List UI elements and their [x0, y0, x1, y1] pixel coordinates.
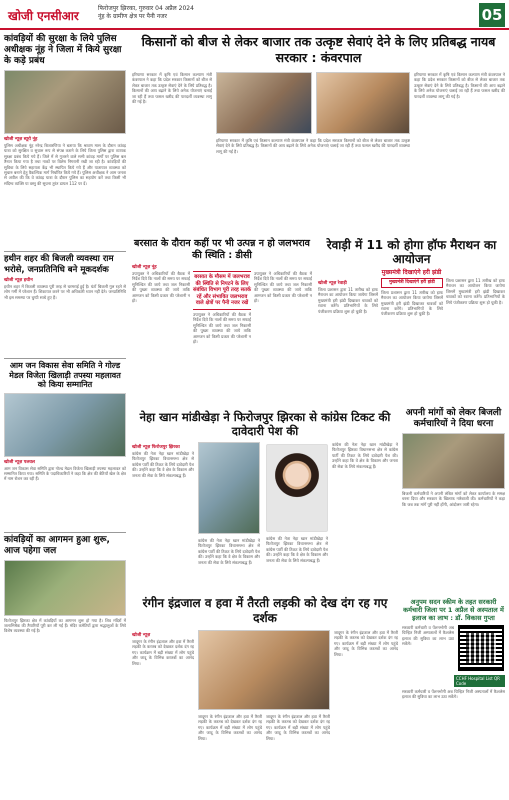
- story1-body: पुलिस अधीक्षक नूंह नरेन्द्र बिजारणिया ने बताया कि श्रावण मास के दौरान कांवड़ यात्रा को सुरक्षित व सुचारु रूप से संपन्न कराने के लिये जिला पुलिस द्वारा व्यापक सुरक्षा प्रबंध किये गये हैं। जिले में से गुजरने वाले सभी कांवड़ मार्गों पर पुलिस बल तैनात किया गया है तथा नाकों पर विशेष निगरानी रखी जा रही है। कांवड़ियों की सुविधा के लिये सहायता केंद्र भी स्थापित किये गये हैं और यातायात व्यवस्था को सुचारु बनाने हेतु वैकल्पिक मार्ग निर्धारित किये गये हैं। पुलिस अधीक्षक ने आम जनता से अपील की कि वे कांवड़ यात्रा के दौरान पुलिस का सहयोग करें तथा किसी भी संदिग्ध व्यक्ति या वस्तु की सूचना तुरंत डायल 112 पर दें।: [4, 143, 126, 186]
- lead-photo-2: [316, 72, 410, 134]
- divider: [4, 532, 126, 533]
- story2-byline: खोजी न्यूज़ हथीन: [4, 278, 33, 283]
- page-number: 05: [479, 3, 505, 27]
- lead-body-3: हरियाणा सरकार में कृषि एवं किसान कल्याण मंत्री कंवरपाल ने कहा कि प्रदेश सरकार किसानों को बीज से लेकर बाजार तक उत्कृष्ट सेवाएं देने के लिये प्रतिबद्ध है। किसानों की आय बढ़ाने के लिये अनेक योजनाएं चलाई जा रही हैं तथा फसल खरीद की पारदर्शी व्यवस्था लागू की गई है।: [414, 72, 505, 99]
- qr-code-icon: [458, 625, 504, 671]
- cchf-story: [402, 598, 505, 783]
- rangin-body-1: जादूगर के रंगीन इंद्रजाल और हवा में तैरती लड़की के करतब को देखकर दर्शक दंग रह गए। कार्यक्रम में बड़ी संख्या में लोग पहुंचे और जादू के विभिन्न करतबों का आनंद लिया।: [132, 639, 194, 666]
- neha-story: [132, 410, 398, 587]
- dc-story: [132, 238, 312, 409]
- story4-photo: [4, 560, 126, 616]
- rewari-subhead: मुख्यमंत्री दिखाएंगे हरी झंडी: [381, 269, 442, 276]
- story3-body: आम जन विकास सेवा समिति द्वारा गोल्ड मेडल विजेता खिलाड़ी तपस्या महलावत को सम्मानित किया गया। समिति के पदाधिकारियों ने कहा कि क्षेत्र की बेटियाँ खेल के क्षेत्र में नाम रोशन कर रही हैं।: [4, 465, 126, 482]
- neha-body-3: कांग्रेस की नेता नेहा खान मांडीखेड़ा ने फिरोजपुर झिरका विधानसभा क्षेत्र से कांग्रेस पार्टी की टिकट के लिये दावेदारी पेश की। उन्होंने कहा कि वे क्षेत्र के विकास और जनता की सेवा के लिये संकल्पबद्ध हैं।: [266, 536, 328, 563]
- rewari-byline: खोजी न्यूज़ रेवाड़ी: [318, 281, 347, 286]
- lead-photo-1: [216, 72, 312, 134]
- dc-pull-quote: बरसात के मौसम में जलभराव की स्थिति से निपटने के लिए संबंधित विभाग पूरी तरह सतर्क रहें और संभावित जलभराव वाले क्षेत्रों पर पैनी नजर रखें: [193, 271, 251, 310]
- masthead: [0, 0, 509, 30]
- dc-body-1: उपायुक्त ने अधिकारियों की बैठक में निर्देश दिये कि नालों की समय पर सफाई सुनिश्चित की जाये तथा जल निकासी की पुख्ता व्यवस्था की जाये ताकि आमजन को किसी प्रकार की परेशानी न हो।: [132, 271, 190, 304]
- neha-body-1: कांग्रेस की नेता नेहा खान मांडीखेड़ा ने फिरोजपुर झिरका विधानसभा क्षेत्र से कांग्रेस पार्टी की टिकट के लिये दावेदारी पेश की। उन्होंने कहा कि वे क्षेत्र के विकास और जनता की सेवा के लिये संकल्पबद्ध हैं।: [132, 451, 194, 478]
- story1-photo: [4, 70, 126, 134]
- bijli-headline: अपनी मांगों को लेकर बिजली कर्मचारियों ने दिया धरना: [405, 408, 502, 429]
- dc-body-3: उपायुक्त ने अधिकारियों की बैठक में निर्देश दिये कि नालों की समय पर सफाई सुनिश्चित की जाये तथा जल निकासी की पुख्ता व्यवस्था की जाये ताकि आमजन को किसी प्रकार की परेशानी न हो।: [254, 271, 312, 304]
- qr-label: CCHF Hospital List QR Code: [454, 675, 505, 687]
- rangin-photo: [198, 630, 330, 710]
- rangin-byline: खोजी न्यूज़: [132, 633, 151, 638]
- story2-headline: हथीन शहर की बिजली व्यवस्था राम भरोसे, जनप्रतिनिधि बने मूकदर्शक: [4, 254, 114, 275]
- neha-byline: खोजी न्यूज़ फिरोजपुर झिरका: [132, 445, 180, 450]
- dc-headline: बरसात के दौरान कहीं पर भी उत्पन्न न हो जलभराव की स्थिति : डीसी: [134, 238, 310, 261]
- divider: [4, 358, 126, 359]
- neha-portrait: [266, 444, 328, 532]
- neha-headline: नेहा खान मांडीखेड़ा ने फिरोजपुर झिरका से कांग्रेस टिकट की दावेदारी पेश की: [139, 410, 391, 438]
- rangin-story: [132, 596, 398, 790]
- right-column: [132, 34, 505, 741]
- rangin-headline: रंगीन इंद्रजाल व हवा में तैरती लड़की को देख दंग रह गए दर्शक: [142, 596, 388, 625]
- rewari-body-2: जिला प्रशासन द्वारा 11 तारीख को हाफ मैराथन का आयोजन किया जायेगा जिसमें मुख्यमंत्री हरी झंडी दिखाकर धावकों को रवाना करेंगे। प्रतिभागियों के लिये पंजीकरण प्रक्रिया शुरू हो चुकी है।: [381, 289, 443, 317]
- rewari-body-3: जिला प्रशासन द्वारा 11 तारीख को हाफ मैराथन का आयोजन किया जायेगा जिसमें मुख्यमंत्री हरी झंडी दिखाकर धावकों को रवाना करेंगे। प्रतिभागियों के लिये पंजीकरण प्रक्रिया शुरू हो चुकी है।: [446, 278, 505, 305]
- neha-body-4: कांग्रेस की नेता नेहा खान मांडीखेड़ा ने फिरोजपुर झिरका विधानसभा क्षेत्र से कांग्रेस पार्टी की टिकट के लिये दावेदारी पेश की। उन्होंने कहा कि वे क्षेत्र के विकास और जनता की सेवा के लिये संकल्पबद्ध हैं।: [332, 442, 398, 469]
- rewari-story: [318, 238, 505, 390]
- masthead-date: फिरोजपुर झिरका, गुरुवार 04 अप्रैल 2024: [98, 5, 194, 12]
- neha-body-2: कांग्रेस की नेता नेहा खान मांडीखेड़ा ने फिरोजपुर झिरका विधानसभा क्षेत्र से कांग्रेस पार्टी की टिकट के लिये दावेदारी पेश की। उन्होंने कहा कि वे क्षेत्र के विकास और जनता की सेवा के लिये संकल्पबद्ध हैं।: [198, 538, 260, 565]
- divider: [4, 251, 126, 252]
- lead-text-col: [132, 72, 212, 232]
- masthead-info: [98, 5, 194, 21]
- left-column: [4, 34, 126, 678]
- cchf-body-2: सरकारी कर्मचारी व पेंशनभोगी अब चिन्हित निजी अस्पतालों में कैशलेस इलाज की सुविधा का लाभ उठा सकेंगे।: [402, 689, 505, 700]
- rangin-body-2: जादूगर के रंगीन इंद्रजाल और हवा में तैरती लड़की के करतब को देखकर दर्शक दंग रह गए। कार्यक्रम में बड़ी संख्या में लोग पहुंचे और जादू के विभिन्न करतबों का आनंद लिया।: [198, 714, 262, 741]
- lead-body: हरियाणा सरकार में कृषि एवं किसान कल्याण मंत्री कंवरपाल ने कहा कि प्रदेश सरकार किसानों को बीज से लेकर बाजार तक उत्कृष्ट सेवाएं देने के लिये प्रतिबद्ध है। किसानों की आय बढ़ाने के लिये अनेक योजनाएं चलाई जा रही हैं तथा फसल खरीद की पारदर्शी व्यवस्था लागू की गई है।: [132, 72, 212, 105]
- lead-body-2: हरियाणा सरकार में कृषि एवं किसान कल्याण मंत्री कंवरपाल ने कहा कि प्रदेश सरकार किसानों को बीज से लेकर बाजार तक उत्कृष्ट सेवाएं देने के लिये प्रतिबद्ध है। किसानों की आय बढ़ाने के लिये अनेक योजनाएं चलाई जा रही हैं तथा फसल खरीद की पारदर्शी व्यवस्था लागू की गई है।: [216, 138, 410, 154]
- story3-headline: आम जन विकास सेवा समिति ने गोल्ड मेडल विजेता खिलाड़ी तपस्या महलावत को किया सम्मानित: [9, 361, 121, 389]
- story3-byline: खोजी न्यूज़ पलवल: [4, 459, 35, 465]
- story2-body: हथीन शहर में बिजली व्यवस्था पूरी तरह से चरमराई हुई है। घंटों बिजली गुल रहने से लोग गर्मी में परेशान हैं। शिकायत करने पर भी अधिकारी ध्यान नहीं देते। जनप्रतिनिधि भी इस समस्या पर चुप्पी साधे हुए हैं।: [4, 284, 126, 300]
- rangin-body-3: जादूगर के रंगीन इंद्रजाल और हवा में तैरती लड़की के करतब को देखकर दर्शक दंग रह गए। कार्यक्रम में बड़ी संख्या में लोग पहुंचे और जादू के विभिन्न करतबों का आनंद लिया।: [266, 714, 330, 741]
- story1-byline: खोजी न्यूज़ ब्यूरो नूंह: [4, 137, 38, 142]
- bijli-body: बिजली कर्मचारियों ने अपनी लंबित मांगों को लेकर कार्यालय के समक्ष धरना दिया और सरकार के खिलाफ नारेबाजी की। कर्मचारियों ने कहा कि जब तक मांगें पूरी नहीं होंगी, आंदोलन जारी रहेगा।: [402, 491, 505, 507]
- story4-headline: कांवड़ियों का आगमन हुआ शुरू, आज पहेगा जल: [4, 534, 110, 556]
- rewari-headline: रेवाड़ी में 11 को होगा हॉफ मैराथन का आयोजन: [326, 238, 497, 266]
- neha-photo: [198, 442, 260, 534]
- bijli-photo: [402, 433, 505, 489]
- story3-photo: [4, 393, 126, 457]
- cchf-headline: अनुपम सदन स्कीम के तहत सरकारी कर्मचारी जिला पर 1 अप्रैल से अस्पताल में इलाज का लाभ : डॉ. विकास गुप्ता: [403, 598, 504, 622]
- bijli-story: [402, 408, 505, 589]
- rewari-pull-quote: मुख्यमंत्री दिखाएंगे हरी झंडी: [381, 278, 443, 288]
- masthead-tagline: नूंह के ग्रामीण क्षेत्र पर पैनी नजर: [98, 13, 167, 20]
- lead-headline: किसानों को बीज से लेकर बाजार तक उत्कृष्ट सेवाएं देने के लिए प्रतिबद्ध नायब सरकार : कंवरपाल: [141, 34, 496, 65]
- story4-body: फिरोजपुर झिरका क्षेत्र में कांवड़ियों का आगमन शुरू हो गया है। शिव मंदिरों में जलाभिषेक की तैयारियाँ पूरी कर ली गई हैं। मंदिर कमेटियों द्वारा श्रद्धालुओं के लिये विशेष व्यवस्था की गई है।: [4, 617, 126, 634]
- dc-body-2: उपायुक्त ने अधिकारियों की बैठक में निर्देश दिये कि नालों की समय पर सफाई सुनिश्चित की जाये तथा जल निकासी की पुख्ता व्यवस्था की जाये ताकि आमजन को किसी प्रकार की परेशानी न हो।: [193, 311, 251, 344]
- rangin-body-4: जादूगर के रंगीन इंद्रजाल और हवा में तैरती लड़की के करतब को देखकर दर्शक दंग रह गए। कार्यक्रम में बड़ी संख्या में लोग पहुंचे और जादू के विभिन्न करतबों का आनंद लिया।: [334, 630, 398, 657]
- rewari-body-1: जिला प्रशासन द्वारा 11 तारीख को हाफ मैराथन का आयोजन किया जायेगा जिसमें मुख्यमंत्री हरी झंडी दिखाकर धावकों को रवाना करेंगे। प्रतिभागियों के लिये पंजीकरण प्रक्रिया शुरू हो चुकी है।: [318, 287, 378, 314]
- newspaper-logo: खोजी एनसीआर: [8, 9, 79, 23]
- dc-byline: खोजी न्यूज़ नूंह: [132, 265, 157, 270]
- cchf-body: सरकारी कर्मचारी व पेंशनभोगी अब चिन्हित निजी अस्पतालों में कैशलेस इलाज की सुविधा का लाभ उठा सकेंगे।: [402, 625, 454, 647]
- story1-headline: कांवड़ियों की सुरक्षा के लिये पुलिस अधीक्षक नूंह ने जिला में किये सुरक्षा के कड़े प्रबंध: [4, 34, 122, 66]
